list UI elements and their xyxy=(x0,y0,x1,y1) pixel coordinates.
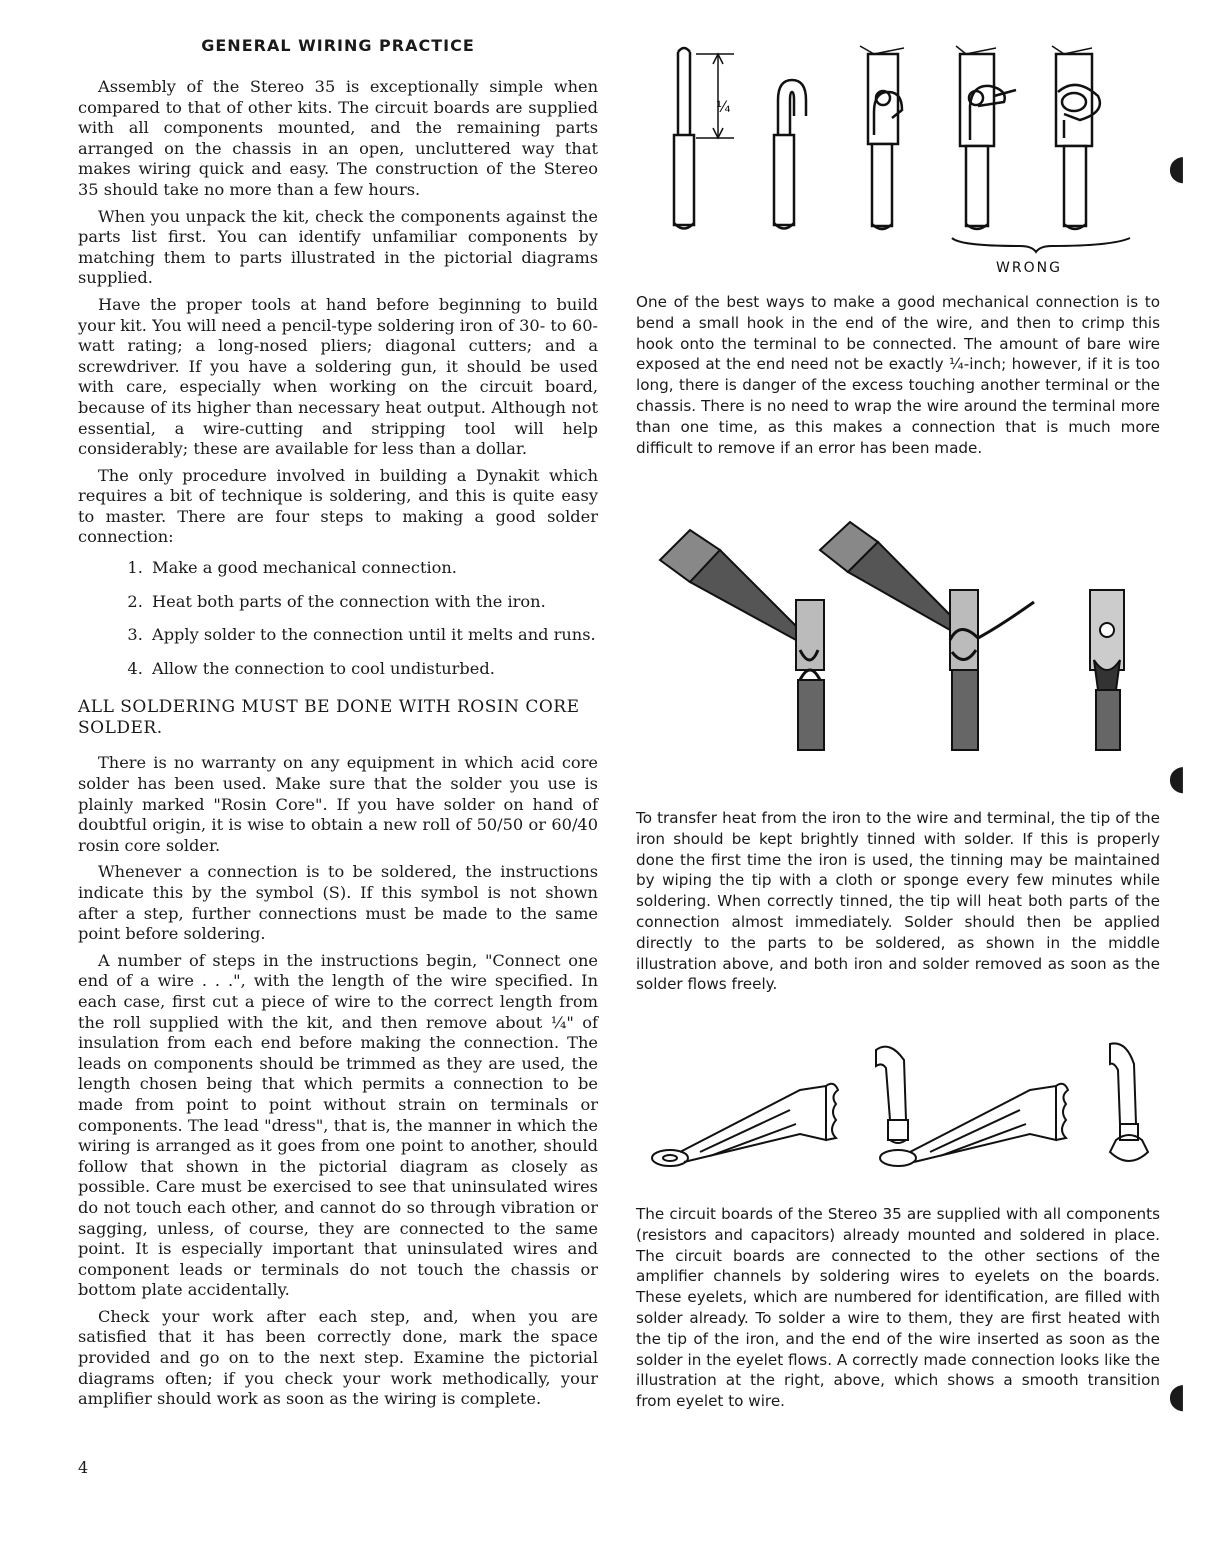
list-item: 4. Allow the connection to cool undisturbed. xyxy=(148,659,598,680)
paragraph: To transfer heat from the iron to the wire and terminal, the tip of the iron should be kept brightly tinned with solder. If this is properly done the first time the iron is used, the tinning may be maintained by wiping the tip with a cloth or sponge every few minutes while soldering. When correctly tinned, the tip will heat both parts of the connection almost immediately. Solder should then be applied directly to the parts to be soldered, as shown in the middle illustration above, and both iron and solder removed as soon as the solder flows freely. xyxy=(636,809,1160,994)
paragraph: Check your work after each step, and, when you are satisfied that it has been correctly done, mark the space provided and go on to the next step. Examine the pictorial diagrams often; if you check your work methodically, your amplifier should work as soon as the wiring is complete. xyxy=(78,1306,598,1409)
list-item: 1. Make a good mechanical connection. xyxy=(148,558,598,579)
binding-hole-mark: ◖ xyxy=(1168,148,1186,188)
paragraph: There is no warranty on any equipment in which acid core solder has been used. Make sure that the solder you use is plainly marked "Rosin Core". If you have solder on hand of doubtful origin, it is wise to obtain a new roll of 50/50 or 60/40 rosin core solder. xyxy=(78,753,598,855)
rosin-core-notice: ALL SOLDERING MUST BE DONE WITH ROSIN CORE SOLDER. xyxy=(78,697,580,739)
hook-connection-figure xyxy=(660,40,1140,280)
paragraph: Have the proper tools at hand before beginning to build your kit. You will need a pencil-type soldering iron of 30- to 60-watt rating; a long-nosed pliers; diagonal cutters; and a screwdriver. If you have a soldering gun, it should be used with care, especially when working on the circuit board, because of its higher than necessary heat output. Although not essential, a wire-cutting and stripping tool will help considerably; these are available for less than a dollar. xyxy=(78,294,598,459)
right-column-top xyxy=(636,292,1160,464)
left-column xyxy=(78,36,598,1416)
section-heading: GENERAL WIRING PRACTICE xyxy=(201,36,475,55)
paragraph: Assembly of the Stereo 35 is exceptionally simple when compared to that of other kits. The circuit boards are supplied with all components mounted, and the remaining parts arranged on the chassis in an open, uncluttered way that makes wiring quick and easy. The construction of the Stereo 35 should take no more than a few hours. xyxy=(78,77,598,199)
eyelet-solder-figure xyxy=(640,1040,1160,1180)
paragraph: The only procedure involved in building a Dynakit which requires a bit of technique is soldering, and this is quite easy to master. There are four steps to making a good solder connection: xyxy=(78,465,598,547)
dimension-label: ¼ xyxy=(716,98,731,116)
paragraph: A number of steps in the instructions begin, "Connect one end of a wire . . .", with the length of the wire specified. In each case, first cut a piece of wire to the correct length from the roll supplied with the kit, and then remove about ¼" of insulation from each end before making the connection. The leads on components should be trimmed as they are used, the length chosen being that which permits a connection to be made from point to point without strain on terminals or components. The lead "dress", that is, the manner in which the wiring is arranged as it goes from one point to another, should follow that shown in the pictorial diagram as closely as possible. Care must be exercised to see that uninsulated wires do not touch each other, and cannot do so through vibration or sagging, unless, of course, they are connected to the same point. It is especially important that uninsulated wires and component leads or terminals do not touch the chassis or bottom plate accidentally. xyxy=(78,950,598,1300)
page-number: 4 xyxy=(78,1458,89,1477)
right-column-bottom xyxy=(636,1204,1160,1418)
right-column-middle xyxy=(636,808,1160,1001)
soldering-iron-figure xyxy=(650,520,1150,760)
wrong-label: WRONG xyxy=(996,260,1062,276)
binding-hole-mark: ◖ xyxy=(1168,758,1186,798)
binding-hole-mark: ◖ xyxy=(1168,1376,1186,1416)
list-item: 3. Apply solder to the connection until it melts and runs. xyxy=(148,625,598,646)
list-item: 2. Heat both parts of the connection with the iron. xyxy=(148,592,598,613)
paragraph: When you unpack the kit, check the components against the parts list first. You can identify unfamiliar components by matching them to parts illustrated in the pictorial diagrams supplied. xyxy=(78,206,598,288)
paragraph: One of the best ways to make a good mechanical connection is to bend a small hook in the end of the wire, and then to crimp this hook onto the terminal to be connected. The amount of bare wire exposed at the end need not be exactly ¼-inch; however, if it is too long, there is danger of the excess touching another terminal or the chassis. There is no need to wrap the wire around the terminal more than one time, as this makes a connection that is much more difficult to remove if an error has been made. xyxy=(636,293,1160,457)
solder-steps-list xyxy=(78,558,598,679)
paragraph: Whenever a connection is to be soldered, the instructions indicate this by the symbol (S). If this symbol is not shown after a step, further connections must be made to the same point before soldering. xyxy=(78,862,598,944)
paragraph: The circuit boards of the Stereo 35 are supplied with all components (resistors and capacitors) already mounted and soldered in place. The circuit boards are connected to the other sections of the amplifier channels by soldering wires to eyelets on the boards. These eyelets, which are numbered for identification, are filled with solder already. To solder a wire to them, they are first heated with the tip of the iron, and the end of the wire inserted as soon as the solder in the eyelet flows. A correctly made connection looks like the illustration at the right, above, which shows a smooth transition from eyelet to wire. xyxy=(636,1205,1160,1411)
